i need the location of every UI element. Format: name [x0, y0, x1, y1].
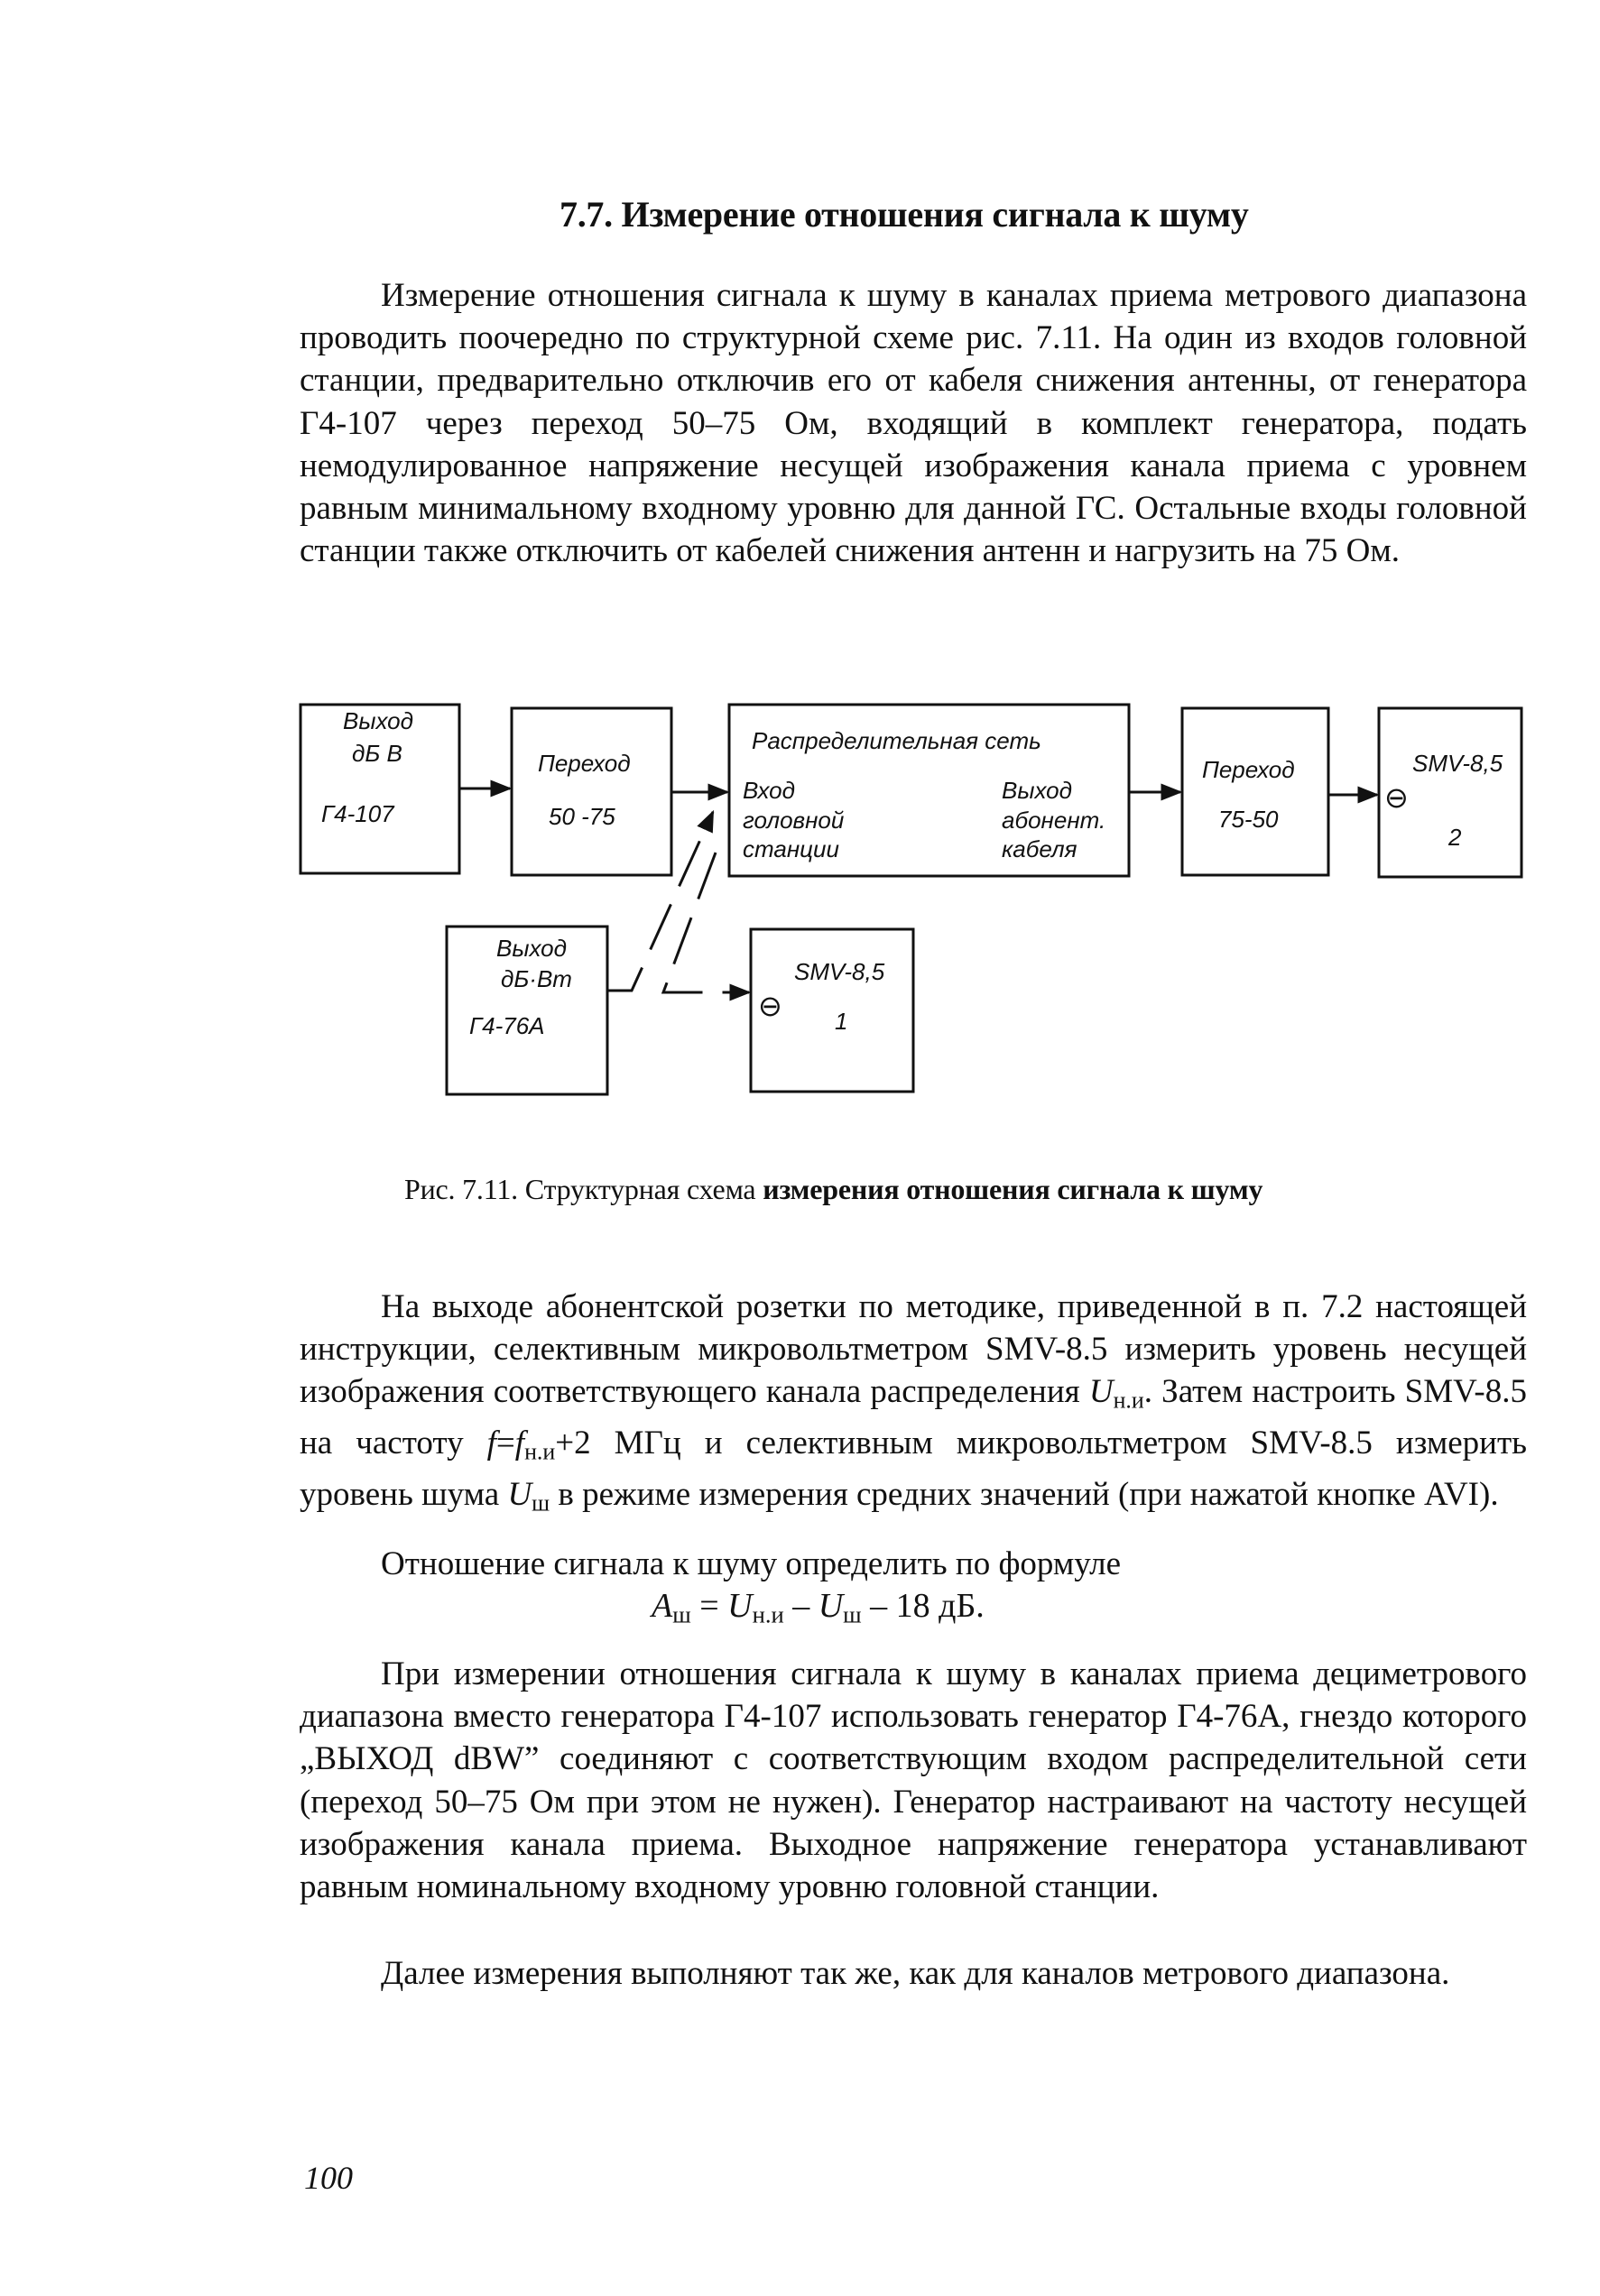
section-heading: 7.7. Измерение отношения сигнала к шуму — [560, 194, 1249, 235]
p2-part2: . Затем настроить SMV-8.5 на частоту — [300, 1373, 1527, 1462]
p2-f: f — [486, 1425, 496, 1462]
smv-2-block — [1379, 708, 1521, 877]
figure-caption — [404, 1173, 1262, 1206]
smv-2-label: SMV-8,5 — [1412, 750, 1503, 777]
adapter-50-75-block — [512, 708, 671, 875]
network-input-line1: Вход — [743, 777, 796, 804]
smv-2-input-icon: ⊖ — [1384, 781, 1409, 814]
formula-eq: = — [690, 1587, 728, 1625]
formula-u1: U — [727, 1587, 753, 1625]
network-output-line1: Выход — [1002, 777, 1073, 804]
connector-network-to-smv-1 — [663, 853, 749, 992]
p2-u-sh-sub: ш — [532, 1489, 550, 1517]
paragraph-formula-intro: Отношение сигнала к шуму определить по формуле — [381, 1545, 1122, 1582]
adapter-50-75-value: 50 -75 — [549, 803, 615, 830]
formula-u1-sub: н.и — [752, 1600, 784, 1628]
p2-u-nn-sub: н.и — [1113, 1387, 1144, 1414]
caption-bold: измерения отношения сигнала к шуму — [763, 1173, 1263, 1205]
caption-prefix: Рис. 7.11. — [404, 1173, 518, 1205]
generator-g4-107-block — [301, 705, 459, 873]
p2-part3: +2 МГц и селективным микровольтметром SMV-8.5 измерить уровень шума — [300, 1425, 1527, 1513]
formula-u2: U — [818, 1587, 844, 1625]
smv-1-block — [751, 929, 913, 1092]
g4-76a-output-label: Выход — [496, 935, 568, 962]
formula-a-sub: ш — [672, 1600, 691, 1628]
p2-part4: в режиме измерения средних значений (при нажатой кнопке AVI). — [558, 1475, 1499, 1513]
snr-formula — [652, 1586, 985, 1629]
smv-1-input-icon: ⊖ — [758, 990, 782, 1022]
network-output-line2: абонент. — [1002, 807, 1106, 834]
adapter-75-50-label: Переход — [1202, 756, 1295, 783]
g4-107-model-label: Г4-107 — [321, 800, 394, 827]
caption-normal: Структурная схема — [524, 1173, 756, 1205]
formula-minus: – — [783, 1587, 818, 1625]
network-input-line3: станции — [743, 835, 839, 862]
g4-76a-unit-label: дБ·Вт — [501, 965, 572, 992]
p2-f-eq: = — [495, 1425, 515, 1462]
smv-1-number: 1 — [835, 1008, 848, 1035]
g4-76a-model-label: Г4-76А — [469, 1012, 545, 1039]
connector-g4-76a-to-network — [607, 812, 713, 991]
adapter-50-75-label: Переход — [538, 750, 631, 777]
p2-part1: На выходе абонентской розетки по методике, приведенной в п. 7.2 настоящей инструкции, селективным микровольтметром SMV-8.5 измерить уровень несущей изображения соответствующего канала распределения — [300, 1288, 1527, 1411]
formula-a: A — [652, 1587, 673, 1625]
g4-107-unit-label: дБ В — [352, 740, 402, 767]
adapter-75-50-block — [1182, 708, 1328, 875]
p2-u-nn: U — [1088, 1373, 1114, 1411]
generator-g4-76a-block — [447, 927, 607, 1094]
p2-u-sh: U — [507, 1475, 532, 1513]
p2-f2: f — [514, 1425, 525, 1462]
paragraph-intro: Измерение отношения сигнала к шуму в каналах приема метрового диапазона проводить поочередно по структурной схеме рис. 7.11. На один из входов головной станции, предварительно отключив его от кабеля снижения антенны, от генератора Г4-107 через переход 50–75 Ом, входящий в комплект генератора, подать немодулированное напряжение несущей изображения канала приема с уровнем равным минимальному входному уровню для данной ГС. Остальные входы головной станции также отключить от кабелей снижения антенн и нагрузить на 75 Ом. — [300, 277, 1527, 570]
network-input-line2: головной — [743, 807, 845, 834]
distribution-network-block — [729, 705, 1129, 876]
smv-2-number: 2 — [1448, 824, 1462, 851]
smv-1-label: SMV-8,5 — [794, 958, 885, 985]
formula-u2-sub: ш — [843, 1600, 862, 1628]
adapter-75-50-value: 75-50 — [1218, 806, 1279, 833]
p2-f-sub: н.и — [524, 1438, 556, 1465]
network-output-line3: кабеля — [1002, 835, 1077, 862]
paragraph-uhf: При измерении отношения сигнала к шуму в каналах приема дециметрового диапазона вместо генератора Г4-107 использовать генератор Г4-76А, гнездо которого „ВЫХОД dBW” соединяют с соответствующим входом распределительной сети (переход 50–75 Ом при этом не нужен). Генератор настраивают на частоту несущей изображения канала приема. Выходное напряжение генератора устанавливают равным номинальному входному уровню головной станции. — [300, 1655, 1527, 1906]
g4-107-output-label: Выход — [343, 707, 414, 734]
paragraph-measurement — [300, 1286, 1527, 1524]
page-number: 100 — [304, 2160, 353, 2196]
network-title: Распределительная сеть — [752, 727, 1041, 754]
paragraph-conclusion: Далее измерения выполняют так же, как для каналов метрового диапазона. — [381, 1955, 1450, 1992]
formula-rest: – 18 дБ. — [861, 1587, 985, 1625]
